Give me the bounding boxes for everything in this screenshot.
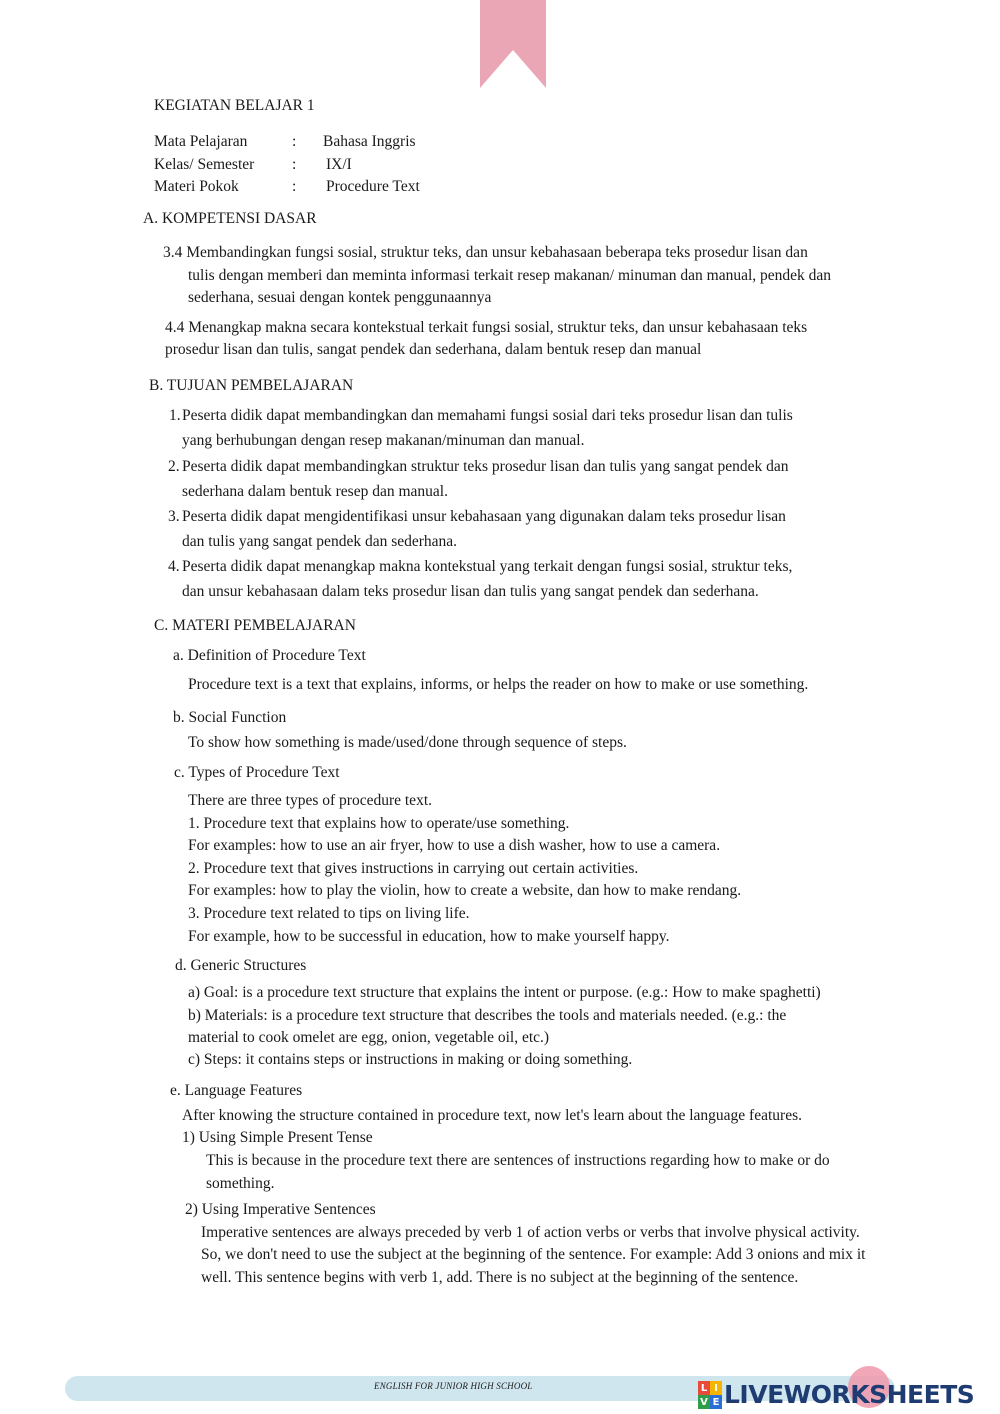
info-label: Mata Pelajaran — [154, 133, 248, 150]
info-value: Bahasa Inggris — [323, 133, 416, 150]
kd-4-4-text: prosedur lisan dan tulis, sangat pendek dan sederhana, dalam bentuk resep dan manual — [165, 341, 702, 358]
list-number: 1. — [169, 407, 181, 424]
list-text: yang berhubungan dengan resep makanan/minuman dan manual. — [182, 432, 585, 449]
kd-3-4-text: sederhana, sesuai dengan kontek penggunaannya — [188, 289, 492, 306]
definition-text: Procedure text is a text that explains, informs, or helps the reader on how to make or use something. — [188, 676, 809, 693]
language-features-heading: e. Language Features — [170, 1082, 303, 1099]
list-text: Peserta didik dapat membandingkan struktur teks prosedur lisan dan tulis yang sangat pendek dan — [182, 458, 789, 475]
structure-item: c) Steps: it contains steps or instructions in making or doing something. — [188, 1051, 633, 1068]
section-c-heading: C. MATERI PEMBELAJARAN — [154, 617, 356, 634]
info-value: Procedure Text — [326, 178, 420, 195]
list-text: dan unsur kebahasaan dalam teks prosedur lisan dan tulis yang sangat pendek dan sederhana. — [182, 583, 759, 600]
lesson-title: KEGIATAN BELAJAR 1 — [154, 97, 315, 114]
type-item: 2. Procedure text that gives instructions in carrying out certain activities. — [188, 860, 639, 877]
list-text: Peserta didik dapat membandingkan dan memahami fungsi sosial dari teks prosedur lisan dan tulis — [182, 407, 793, 424]
structure-item: a) Goal: is a procedure text structure that explains the intent or purpose. (e.g.: How to make spaghetti) — [188, 984, 821, 1001]
type-item: 1. Procedure text that explains how to operate/use something. — [188, 815, 570, 832]
types-heading: c. Types of Procedure Text — [174, 764, 340, 781]
list-number: 2. — [168, 458, 180, 475]
info-value: IX/I — [326, 156, 352, 173]
section-b-heading: B. TUJUAN PEMBELAJARAN — [149, 377, 354, 394]
type-item: 3. Procedure text related to tips on living life. — [188, 905, 470, 922]
kd-3-4-text: tulis dengan memberi dan meminta informasi terkait resep makanan/ minuman dan manual, pendek dan — [188, 267, 832, 284]
info-separator: : — [292, 133, 297, 150]
logo-badge-icon — [698, 1381, 722, 1409]
feature-text: So, we don't need to use the subject at the beginning of the sentence. For example: Add 3 onions and mix it — [201, 1246, 866, 1263]
info-label: Materi Pokok — [154, 178, 239, 195]
footer-text: ENGLISH FOR JUNIOR HIGH SCHOOL — [374, 1381, 533, 1391]
social-function-text: To show how something is made/used/done through sequence of steps. — [188, 734, 627, 751]
list-text: dan tulis yang sangat pendek dan sederhana. — [182, 533, 458, 550]
list-text: Peserta didik dapat mengidentifikasi unsur kebahasaan yang digunakan dalam teks prosedur lisan — [182, 508, 786, 525]
feature-text: Imperative sentences are always preceded by verb 1 of action verbs or verbs that involve physical activity. — [201, 1224, 860, 1241]
language-features-intro: After knowing the structure contained in procedure text, now let's learn about the language features. — [182, 1107, 802, 1124]
feature-text: something. — [206, 1175, 275, 1192]
info-label: Kelas/ Semester — [154, 156, 255, 173]
feature-text: well. This sentence begins with verb 1, add. There is no subject at the beginning of the sentence. — [201, 1269, 799, 1286]
type-example: For example, how to be successful in education, how to make yourself happy. — [188, 928, 670, 945]
bookmark-ribbon-icon — [480, 0, 546, 88]
feature-heading: 2) Using Imperative Sentences — [185, 1201, 376, 1218]
list-text: Peserta didik dapat menangkap makna kontekstual yang terkait dengan fungsi sosial, struktur teks, — [182, 558, 793, 575]
logo-text: LIVEWORKSHEETS — [724, 1380, 975, 1409]
feature-text: This is because in the procedure text there are sentences of instructions regarding how to make or do — [206, 1152, 830, 1169]
types-intro: There are three types of procedure text. — [188, 792, 432, 809]
liveworksheets-logo[interactable] — [698, 1380, 974, 1410]
list-text: sederhana dalam bentuk resep dan manual. — [182, 483, 448, 500]
feature-heading: 1) Using Simple Present Tense — [182, 1129, 373, 1146]
generic-structures-heading: d. Generic Structures — [175, 957, 307, 974]
kd-3-4-text: 3.4 Membandingkan fungsi sosial, struktur teks, dan unsur kebahasaan beberapa teks prosedur lisan dan — [163, 244, 808, 261]
structure-item: b) Materials: is a procedure text structure that describes the tools and materials needed. (e.g.: the — [188, 1007, 787, 1024]
info-separator: : — [292, 156, 297, 173]
list-number: 3. — [168, 508, 180, 525]
section-a-heading: A. KOMPETENSI DASAR — [143, 210, 317, 227]
logo-letter: V — [698, 1395, 710, 1409]
kd-4-4-text: 4.4 Menangkap makna secara kontekstual terkait fungsi sosial, struktur teks, dan unsur kebahasaan teks — [165, 319, 808, 336]
logo-letter: E — [710, 1395, 722, 1409]
structure-item: material to cook omelet are egg, onion, vegetable oil, etc.) — [188, 1029, 550, 1046]
definition-heading: a. Definition of Procedure Text — [173, 647, 366, 664]
logo-letter: I — [710, 1381, 722, 1395]
info-separator: : — [292, 178, 297, 195]
logo-letter: L — [698, 1381, 710, 1395]
type-example: For examples: how to use an air fryer, how to use a dish washer, how to use a camera. — [188, 837, 721, 854]
list-number: 4. — [168, 558, 180, 575]
social-function-heading: b. Social Function — [173, 709, 287, 726]
type-example: For examples: how to play the violin, how to create a website, dan how to make rendang. — [188, 882, 742, 899]
